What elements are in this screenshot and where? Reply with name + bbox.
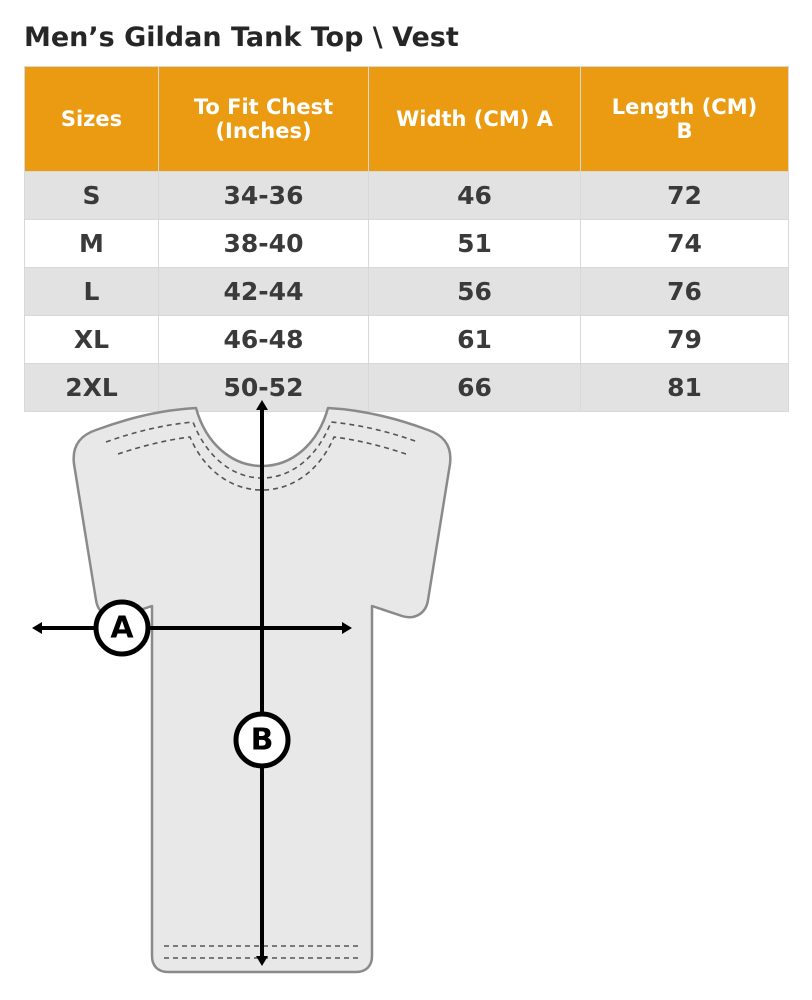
garment-diagram: [0, 400, 812, 1000]
cell-chest: 50-52: [159, 364, 369, 412]
cell-width: 56: [369, 268, 581, 316]
cell-chest: 38-40: [159, 220, 369, 268]
table-row: [25, 172, 789, 220]
table-row: [25, 316, 789, 364]
page-title: Men’s Gildan Tank Top \ Vest: [24, 22, 459, 53]
cell-width: 61: [369, 316, 581, 364]
column-header-chest-line2: (Inches): [215, 119, 312, 143]
marker-b: [236, 714, 288, 766]
cell-width: 51: [369, 220, 581, 268]
cell-chest: 34-36: [159, 172, 369, 220]
table-row: [25, 220, 789, 268]
cell-size: L: [25, 268, 159, 316]
table-header-row: [25, 67, 789, 172]
cell-chest: 46-48: [159, 316, 369, 364]
cell-length: 76: [581, 268, 789, 316]
cell-length: 72: [581, 172, 789, 220]
column-header-chest-line1: To Fit Chest: [193, 94, 334, 119]
cell-width: 46: [369, 172, 581, 220]
cell-size: 2XL: [25, 364, 159, 412]
table-body: [25, 172, 789, 412]
cell-size: S: [25, 172, 159, 220]
column-header-width-label: Width (CM) A: [396, 106, 553, 131]
table-row: [25, 268, 789, 316]
cell-size: XL: [25, 316, 159, 364]
cell-length: 81: [581, 364, 789, 412]
column-header-width: [369, 67, 581, 172]
table-header: [25, 67, 789, 172]
column-header-sizes-label: Sizes: [60, 106, 123, 131]
column-header-length-line2: B: [676, 119, 693, 143]
cell-length: 79: [581, 316, 789, 364]
marker-a-label: A: [110, 610, 134, 646]
marker-a: [96, 602, 148, 654]
size-chart-table: [24, 66, 789, 412]
cell-width: 66: [369, 364, 581, 412]
cell-length: 74: [581, 220, 789, 268]
column-header-length-line1: Length (CM): [611, 94, 758, 119]
column-header-sizes: [25, 67, 159, 172]
column-header-length: [581, 67, 789, 172]
column-header-chest: [159, 67, 369, 172]
cell-chest: 42-44: [159, 268, 369, 316]
cell-size: M: [25, 220, 159, 268]
marker-b-label: B: [250, 722, 274, 758]
